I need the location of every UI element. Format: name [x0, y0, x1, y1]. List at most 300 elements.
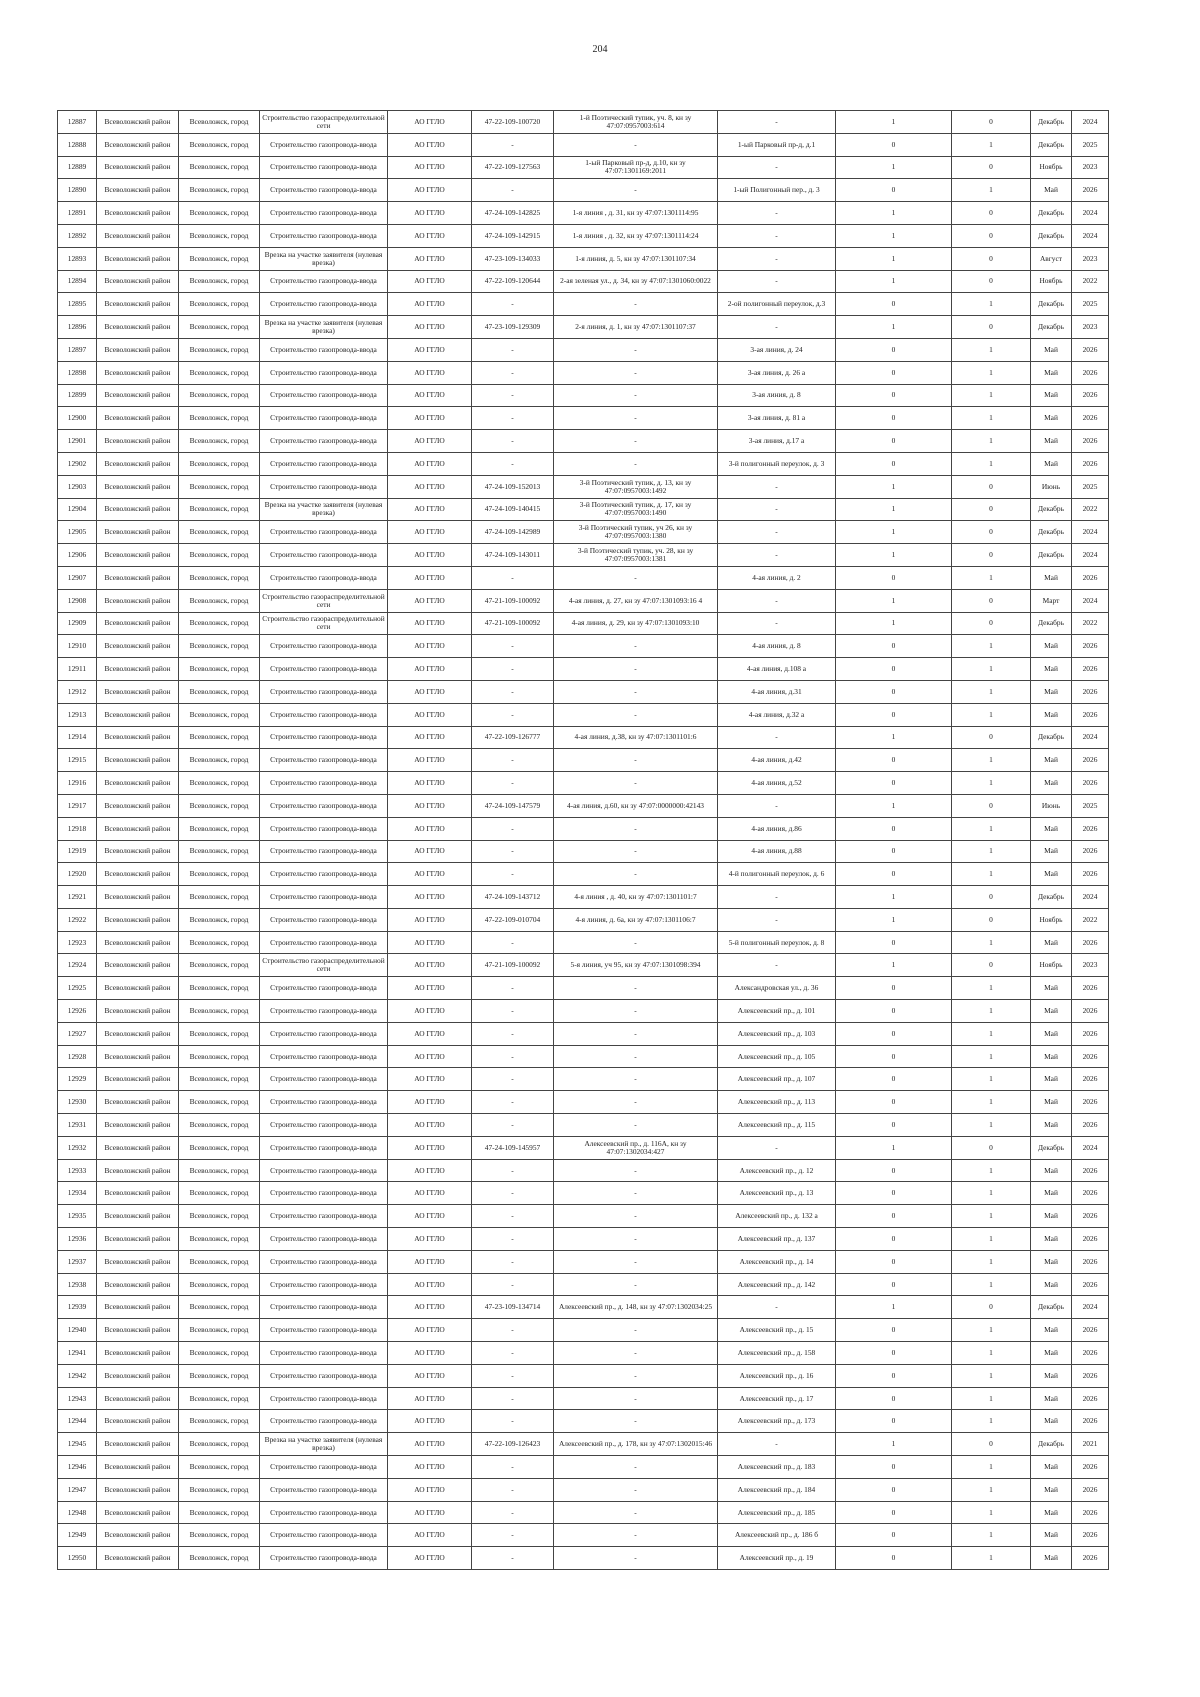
- cell-no: 12901: [58, 430, 97, 453]
- cell-app_no: 47-24-109-142915: [472, 224, 554, 247]
- cell-address: 4-ая линия, д. 2: [718, 566, 836, 589]
- cell-work_type: Строительство газораспределительной сети: [260, 612, 388, 635]
- cell-b: 0: [952, 224, 1031, 247]
- cell-settlement: Всеволожск, город: [179, 1068, 260, 1091]
- cell-no: 12904: [58, 498, 97, 521]
- cell-work_type: Строительство газопровода-ввода: [260, 1250, 388, 1273]
- cell-address_zu: -: [554, 338, 718, 361]
- cell-address: Алексеевский пр., д. 173: [718, 1410, 836, 1433]
- cell-address: -: [718, 908, 836, 931]
- cell-address_zu: -: [554, 293, 718, 316]
- cell-org: АО ГГЛО: [388, 1296, 472, 1319]
- cell-b: 1: [952, 1091, 1031, 1114]
- cell-address: -: [718, 202, 836, 225]
- cell-a: 0: [836, 133, 952, 156]
- registry-table: [57, 110, 1109, 1570]
- cell-address_zu: -: [554, 1342, 718, 1365]
- cell-no: 12923: [58, 931, 97, 954]
- cell-settlement: Всеволожск, город: [179, 1045, 260, 1068]
- cell-b: 1: [952, 1159, 1031, 1182]
- cell-app_no: -: [472, 1205, 554, 1228]
- cell-b: 1: [952, 384, 1031, 407]
- cell-district: Всеволожский район: [97, 247, 179, 270]
- cell-work_type: Строительство газораспределительной сети: [260, 589, 388, 612]
- cell-address: -: [718, 316, 836, 339]
- cell-address_zu: -: [554, 1456, 718, 1479]
- cell-year: 2026: [1072, 1045, 1109, 1068]
- cell-year: 2026: [1072, 817, 1109, 840]
- cell-app_no: -: [472, 1159, 554, 1182]
- cell-address_zu: 1-й Поэтический тупик, уч. 8, кн зу 47:07:0957003:614: [554, 111, 718, 134]
- cell-a: 1: [836, 886, 952, 909]
- cell-settlement: Всеволожск, город: [179, 1342, 260, 1365]
- table-row: [58, 772, 1109, 795]
- cell-work_type: Строительство газопровода-ввода: [260, 863, 388, 886]
- cell-org: АО ГГЛО: [388, 384, 472, 407]
- cell-month: Декабрь: [1031, 202, 1072, 225]
- cell-month: Май: [1031, 840, 1072, 863]
- cell-app_no: 47-23-109-129309: [472, 316, 554, 339]
- cell-no: 12922: [58, 908, 97, 931]
- cell-address_zu: -: [554, 1045, 718, 1068]
- cell-work_type: Строительство газораспределительной сети: [260, 954, 388, 977]
- cell-org: АО ГГЛО: [388, 1205, 472, 1228]
- cell-a: 0: [836, 1228, 952, 1251]
- cell-work_type: Строительство газопровода-ввода: [260, 133, 388, 156]
- cell-address_zu: -: [554, 1159, 718, 1182]
- cell-no: 12929: [58, 1068, 97, 1091]
- cell-no: 12918: [58, 817, 97, 840]
- cell-app_no: -: [472, 566, 554, 589]
- cell-district: Всеволожский район: [97, 1319, 179, 1342]
- cell-work_type: Врезка на участке заявителя (нулевая врезка): [260, 316, 388, 339]
- cell-a: 1: [836, 1433, 952, 1456]
- cell-address_zu: 3-й Поэтический тупик, уч 26, кн зу 47:07:0957003:1380: [554, 521, 718, 544]
- cell-b: 1: [952, 863, 1031, 886]
- cell-no: 12915: [58, 749, 97, 772]
- cell-month: Май: [1031, 407, 1072, 430]
- cell-settlement: Всеволожск, город: [179, 1319, 260, 1342]
- cell-address_zu: 4-ая линия, д.60, кн зу 47:07:0000000:42143: [554, 794, 718, 817]
- cell-address: 4-ая линия, д.42: [718, 749, 836, 772]
- cell-address_zu: -: [554, 452, 718, 475]
- cell-settlement: Всеволожск, город: [179, 749, 260, 772]
- cell-address: 5-й полигонный переулок, д. 8: [718, 931, 836, 954]
- cell-address_zu: 3-й Поэтический тупик, уч. 28, кн зу 47:07:0957003:1381: [554, 544, 718, 567]
- cell-month: Май: [1031, 1319, 1072, 1342]
- cell-work_type: Строительство газопровода-ввода: [260, 1114, 388, 1137]
- cell-address_zu: -: [554, 1319, 718, 1342]
- cell-work_type: Строительство газопровода-ввода: [260, 1387, 388, 1410]
- cell-district: Всеволожский район: [97, 1524, 179, 1547]
- cell-app_no: -: [472, 361, 554, 384]
- table-row: [58, 863, 1109, 886]
- table-row: [58, 407, 1109, 430]
- cell-a: 0: [836, 1205, 952, 1228]
- cell-address: -: [718, 1136, 836, 1159]
- cell-org: АО ГГЛО: [388, 1022, 472, 1045]
- cell-address: 1-ый Парковый пр-д, д.1: [718, 133, 836, 156]
- cell-org: АО ГГЛО: [388, 954, 472, 977]
- cell-no: 12934: [58, 1182, 97, 1205]
- table-row: [58, 361, 1109, 384]
- cell-app_no: -: [472, 1524, 554, 1547]
- table-row: [58, 817, 1109, 840]
- cell-settlement: Всеволожск, город: [179, 544, 260, 567]
- cell-address: 3-ая линия, д. 81 а: [718, 407, 836, 430]
- cell-work_type: Строительство газопровода-ввода: [260, 1022, 388, 1045]
- cell-org: АО ГГЛО: [388, 977, 472, 1000]
- cell-settlement: Всеволожск, город: [179, 475, 260, 498]
- cell-a: 0: [836, 1000, 952, 1023]
- cell-month: Май: [1031, 1273, 1072, 1296]
- cell-no: 12905: [58, 521, 97, 544]
- cell-a: 0: [836, 566, 952, 589]
- cell-work_type: Строительство газопровода-ввода: [260, 1547, 388, 1570]
- table-row: [58, 202, 1109, 225]
- cell-app_no: -: [472, 133, 554, 156]
- cell-address: -: [718, 498, 836, 521]
- cell-settlement: Всеволожск, город: [179, 111, 260, 134]
- cell-settlement: Всеволожск, город: [179, 521, 260, 544]
- cell-month: Май: [1031, 931, 1072, 954]
- cell-year: 2026: [1072, 1410, 1109, 1433]
- cell-work_type: Строительство газопровода-ввода: [260, 384, 388, 407]
- cell-month: Май: [1031, 772, 1072, 795]
- cell-org: АО ГГЛО: [388, 817, 472, 840]
- cell-work_type: Врезка на участке заявителя (нулевая врезка): [260, 498, 388, 521]
- cell-b: 1: [952, 1273, 1031, 1296]
- cell-b: 1: [952, 840, 1031, 863]
- cell-app_no: -: [472, 1091, 554, 1114]
- cell-work_type: Строительство газопровода-ввода: [260, 1205, 388, 1228]
- cell-work_type: Строительство газопровода-ввода: [260, 794, 388, 817]
- cell-address_zu: -: [554, 179, 718, 202]
- cell-a: 1: [836, 202, 952, 225]
- cell-year: 2024: [1072, 224, 1109, 247]
- cell-district: Всеволожский район: [97, 1091, 179, 1114]
- cell-district: Всеволожский район: [97, 544, 179, 567]
- cell-org: АО ГГЛО: [388, 863, 472, 886]
- cell-address_zu: -: [554, 1250, 718, 1273]
- cell-app_no: -: [472, 1045, 554, 1068]
- cell-address: 4-ая линия, д.88: [718, 840, 836, 863]
- cell-a: 0: [836, 1250, 952, 1273]
- cell-a: 0: [836, 749, 952, 772]
- cell-b: 0: [952, 1433, 1031, 1456]
- cell-org: АО ГГЛО: [388, 247, 472, 270]
- cell-app_no: 47-24-109-142825: [472, 202, 554, 225]
- cell-a: 0: [836, 1091, 952, 1114]
- cell-month: Ноябрь: [1031, 954, 1072, 977]
- cell-a: 1: [836, 1296, 952, 1319]
- cell-address_zu: -: [554, 1364, 718, 1387]
- table-row: [58, 703, 1109, 726]
- cell-year: 2026: [1072, 1068, 1109, 1091]
- cell-district: Всеволожский район: [97, 817, 179, 840]
- cell-address: -: [718, 886, 836, 909]
- cell-address_zu: 2-я линия, д. 1, кн зу 47:07:1301107:37: [554, 316, 718, 339]
- cell-no: 12944: [58, 1410, 97, 1433]
- cell-month: Декабрь: [1031, 498, 1072, 521]
- table-row: [58, 1387, 1109, 1410]
- cell-year: 2026: [1072, 1547, 1109, 1570]
- cell-a: 1: [836, 156, 952, 179]
- cell-address_zu: Алексеевский пр., д. 178, кн зу 47:07:1302015:46: [554, 1433, 718, 1456]
- cell-b: 1: [952, 1205, 1031, 1228]
- cell-work_type: Строительство газопровода-ввода: [260, 179, 388, 202]
- cell-address_zu: 5-я линия, уч 95, кн зу 47:07:1301098:394: [554, 954, 718, 977]
- cell-no: 12914: [58, 726, 97, 749]
- cell-address: -: [718, 544, 836, 567]
- cell-month: Декабрь: [1031, 521, 1072, 544]
- cell-settlement: Всеволожск, город: [179, 316, 260, 339]
- cell-b: 1: [952, 566, 1031, 589]
- cell-b: 0: [952, 1136, 1031, 1159]
- cell-district: Всеволожский район: [97, 293, 179, 316]
- cell-no: 12903: [58, 475, 97, 498]
- cell-org: АО ГГЛО: [388, 772, 472, 795]
- cell-a: 0: [836, 931, 952, 954]
- cell-district: Всеволожский район: [97, 589, 179, 612]
- cell-address: Алексеевский пр., д. 19: [718, 1547, 836, 1570]
- cell-b: 1: [952, 1342, 1031, 1365]
- cell-a: 0: [836, 703, 952, 726]
- cell-settlement: Всеволожск, город: [179, 680, 260, 703]
- cell-b: 0: [952, 612, 1031, 635]
- cell-district: Всеволожский район: [97, 407, 179, 430]
- cell-app_no: -: [472, 817, 554, 840]
- cell-month: Май: [1031, 1182, 1072, 1205]
- cell-a: 1: [836, 224, 952, 247]
- cell-address: Алексеевский пр., д. 184: [718, 1478, 836, 1501]
- cell-settlement: Всеволожск, город: [179, 338, 260, 361]
- cell-b: 0: [952, 247, 1031, 270]
- cell-app_no: -: [472, 1000, 554, 1023]
- cell-org: АО ГГЛО: [388, 270, 472, 293]
- cell-a: 0: [836, 1524, 952, 1547]
- table-row: [58, 247, 1109, 270]
- cell-month: Май: [1031, 1045, 1072, 1068]
- cell-address: -: [718, 156, 836, 179]
- table-row: [58, 566, 1109, 589]
- cell-year: 2026: [1072, 1091, 1109, 1114]
- cell-district: Всеволожский район: [97, 1205, 179, 1228]
- cell-settlement: Всеволожск, город: [179, 1136, 260, 1159]
- cell-work_type: Строительство газопровода-ввода: [260, 1000, 388, 1023]
- table-row: [58, 1250, 1109, 1273]
- cell-month: Июнь: [1031, 475, 1072, 498]
- cell-org: АО ГГЛО: [388, 726, 472, 749]
- cell-month: Май: [1031, 680, 1072, 703]
- cell-settlement: Всеволожск, город: [179, 452, 260, 475]
- cell-address: 4-й полигонный переулок, д. 6: [718, 863, 836, 886]
- cell-settlement: Всеволожск, город: [179, 1205, 260, 1228]
- cell-month: Май: [1031, 1159, 1072, 1182]
- cell-district: Всеволожский район: [97, 1456, 179, 1479]
- cell-org: АО ГГЛО: [388, 886, 472, 909]
- cell-month: Май: [1031, 1342, 1072, 1365]
- cell-settlement: Всеволожск, город: [179, 954, 260, 977]
- table-row: [58, 224, 1109, 247]
- cell-a: 0: [836, 1022, 952, 1045]
- cell-month: Май: [1031, 1205, 1072, 1228]
- cell-year: 2026: [1072, 977, 1109, 1000]
- cell-a: 0: [836, 338, 952, 361]
- cell-district: Всеволожский район: [97, 384, 179, 407]
- cell-month: Июнь: [1031, 794, 1072, 817]
- cell-address: -: [718, 111, 836, 134]
- cell-settlement: Всеволожск, город: [179, 407, 260, 430]
- cell-address_zu: -: [554, 407, 718, 430]
- table-row: [58, 156, 1109, 179]
- cell-address_zu: 3-й Поэтический тупик, д. 13, кн зу 47:07:0957003:1492: [554, 475, 718, 498]
- table-row: [58, 1547, 1109, 1570]
- cell-address_zu: -: [554, 1410, 718, 1433]
- cell-work_type: Строительство газопровода-ввода: [260, 566, 388, 589]
- cell-no: 12916: [58, 772, 97, 795]
- page-number: 204: [592, 44, 608, 55]
- cell-address: -: [718, 247, 836, 270]
- cell-address: Александровская ул., д. 36: [718, 977, 836, 1000]
- table-row: [58, 612, 1109, 635]
- cell-year: 2024: [1072, 544, 1109, 567]
- cell-no: 12891: [58, 202, 97, 225]
- cell-month: Май: [1031, 703, 1072, 726]
- cell-month: Декабрь: [1031, 886, 1072, 909]
- cell-year: 2026: [1072, 1182, 1109, 1205]
- cell-month: Май: [1031, 658, 1072, 681]
- cell-year: 2026: [1072, 566, 1109, 589]
- cell-a: 0: [836, 658, 952, 681]
- cell-address_zu: 1-я линия, д. 5, кн зу 47:07:1301107:34: [554, 247, 718, 270]
- cell-district: Всеволожский район: [97, 977, 179, 1000]
- cell-org: АО ГГЛО: [388, 338, 472, 361]
- cell-b: 0: [952, 475, 1031, 498]
- cell-year: 2022: [1072, 908, 1109, 931]
- table-row: [58, 840, 1109, 863]
- cell-b: 1: [952, 407, 1031, 430]
- cell-app_no: -: [472, 1319, 554, 1342]
- cell-no: 12933: [58, 1159, 97, 1182]
- cell-org: АО ГГЛО: [388, 361, 472, 384]
- cell-org: АО ГГЛО: [388, 1456, 472, 1479]
- cell-app_no: -: [472, 749, 554, 772]
- cell-year: 2025: [1072, 475, 1109, 498]
- cell-b: 1: [952, 635, 1031, 658]
- cell-org: АО ГГЛО: [388, 224, 472, 247]
- cell-work_type: Строительство газопровода-ввода: [260, 1501, 388, 1524]
- cell-b: 1: [952, 1364, 1031, 1387]
- cell-address_zu: -: [554, 840, 718, 863]
- cell-org: АО ГГЛО: [388, 1410, 472, 1433]
- cell-app_no: -: [472, 1364, 554, 1387]
- cell-a: 1: [836, 270, 952, 293]
- table-row: [58, 1410, 1109, 1433]
- cell-month: Декабрь: [1031, 133, 1072, 156]
- cell-settlement: Всеволожск, город: [179, 224, 260, 247]
- cell-work_type: Строительство газопровода-ввода: [260, 1228, 388, 1251]
- cell-district: Всеволожский район: [97, 133, 179, 156]
- cell-b: 0: [952, 111, 1031, 134]
- cell-address: 4-ая линия, д.52: [718, 772, 836, 795]
- cell-org: АО ГГЛО: [388, 475, 472, 498]
- cell-org: АО ГГЛО: [388, 794, 472, 817]
- table-row: [58, 680, 1109, 703]
- cell-org: АО ГГЛО: [388, 1433, 472, 1456]
- cell-month: Май: [1031, 1501, 1072, 1524]
- cell-month: Май: [1031, 635, 1072, 658]
- cell-work_type: Строительство газопровода-ввода: [260, 1273, 388, 1296]
- table-row: [58, 1433, 1109, 1456]
- cell-district: Всеволожский район: [97, 1136, 179, 1159]
- cell-address: 4-ая линия, д.86: [718, 817, 836, 840]
- cell-address_zu: -: [554, 1387, 718, 1410]
- table-row: [58, 475, 1109, 498]
- cell-b: 0: [952, 908, 1031, 931]
- cell-work_type: Строительство газопровода-ввода: [260, 1319, 388, 1342]
- table-row: [58, 1364, 1109, 1387]
- cell-work_type: Строительство газопровода-ввода: [260, 931, 388, 954]
- cell-year: 2026: [1072, 1000, 1109, 1023]
- cell-b: 0: [952, 316, 1031, 339]
- cell-settlement: Всеволожск, город: [179, 1501, 260, 1524]
- cell-district: Всеволожский район: [97, 179, 179, 202]
- cell-a: 0: [836, 772, 952, 795]
- cell-no: 12889: [58, 156, 97, 179]
- cell-year: 2026: [1072, 863, 1109, 886]
- cell-no: 12925: [58, 977, 97, 1000]
- cell-no: 12927: [58, 1022, 97, 1045]
- cell-b: 0: [952, 794, 1031, 817]
- cell-address: Алексеевский пр., д. 137: [718, 1228, 836, 1251]
- cell-work_type: Строительство газопровода-ввода: [260, 338, 388, 361]
- cell-work_type: Строительство газопровода-ввода: [260, 475, 388, 498]
- cell-a: 0: [836, 1159, 952, 1182]
- cell-district: Всеволожский район: [97, 863, 179, 886]
- cell-settlement: Всеволожск, город: [179, 863, 260, 886]
- cell-b: 1: [952, 1319, 1031, 1342]
- cell-b: 1: [952, 1000, 1031, 1023]
- cell-district: Всеволожский район: [97, 224, 179, 247]
- cell-org: АО ГГЛО: [388, 1136, 472, 1159]
- cell-no: 12936: [58, 1228, 97, 1251]
- cell-address: 4-ая линия, д.31: [718, 680, 836, 703]
- cell-no: 12920: [58, 863, 97, 886]
- cell-work_type: Строительство газопровода-ввода: [260, 452, 388, 475]
- cell-settlement: Всеволожск, город: [179, 908, 260, 931]
- cell-district: Всеволожский район: [97, 1387, 179, 1410]
- cell-org: АО ГГЛО: [388, 521, 472, 544]
- cell-b: 1: [952, 1045, 1031, 1068]
- cell-address_zu: -: [554, 361, 718, 384]
- cell-no: 12949: [58, 1524, 97, 1547]
- cell-no: 12892: [58, 224, 97, 247]
- cell-address_zu: -: [554, 931, 718, 954]
- cell-address_zu: -: [554, 1273, 718, 1296]
- cell-settlement: Всеволожск, город: [179, 1296, 260, 1319]
- cell-month: Декабрь: [1031, 1296, 1072, 1319]
- cell-org: АО ГГЛО: [388, 133, 472, 156]
- cell-b: 1: [952, 430, 1031, 453]
- cell-work_type: Строительство газораспределительной сети: [260, 111, 388, 134]
- cell-b: 0: [952, 156, 1031, 179]
- cell-b: 1: [952, 361, 1031, 384]
- table-row: [58, 1456, 1109, 1479]
- cell-org: АО ГГЛО: [388, 156, 472, 179]
- cell-month: Май: [1031, 1068, 1072, 1091]
- cell-a: 1: [836, 908, 952, 931]
